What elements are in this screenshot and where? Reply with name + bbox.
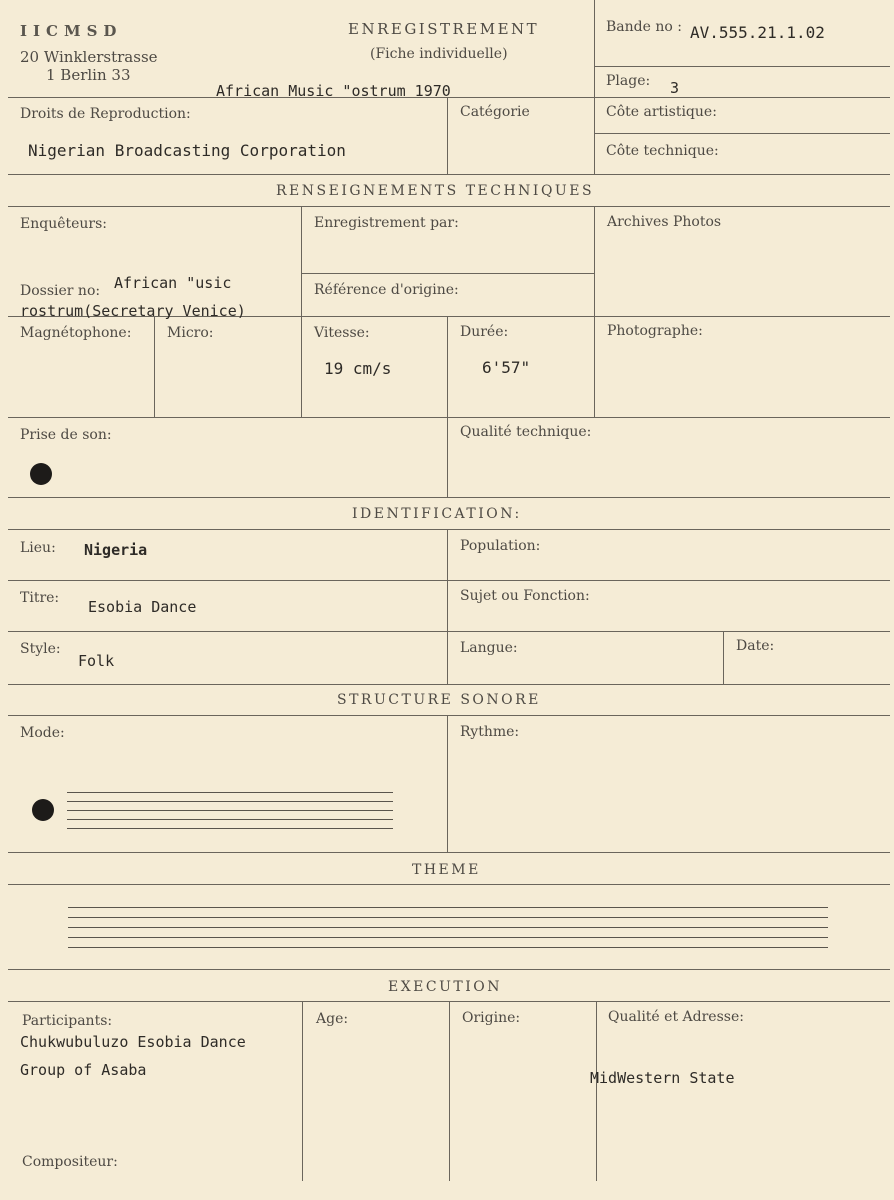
music-staff-line: [68, 947, 828, 948]
categorie-label: Catégorie: [460, 104, 530, 120]
address-line-1: 20 Winklerstrasse: [20, 48, 158, 66]
photographe-label: Photographe:: [607, 323, 703, 339]
age-label: Age:: [316, 1011, 349, 1027]
dossier-label: Dossier no:: [20, 283, 101, 299]
divider: [8, 417, 890, 418]
dossier-value-line-1: African "usic: [114, 274, 232, 292]
binder-hole-icon: [32, 799, 54, 821]
section-title-identification: IDENTIFICATION:: [352, 506, 522, 522]
vitesse-value: 19 cm/s: [324, 359, 392, 378]
titre-value: Esobia Dance: [88, 598, 197, 616]
divider: [447, 417, 448, 498]
enregistrement-par-label: Enregistrement par:: [314, 215, 459, 231]
dossier-value-line-2: rostrum(Secretary Venice): [20, 302, 246, 320]
bande-value: AV.555.21.1.02: [690, 23, 825, 42]
duree-value: 6'57": [482, 358, 531, 377]
divider: [8, 884, 890, 885]
archives-photos-label: Archives Photos: [607, 214, 722, 230]
address-line-2: 1 Berlin 33: [46, 66, 131, 84]
sujet-label: Sujet ou Fonction:: [460, 588, 590, 604]
divider: [447, 529, 448, 685]
enqueteurs-label: Enquêteurs:: [20, 216, 108, 232]
prise-de-son-label: Prise de son:: [20, 427, 112, 443]
duree-label: Durée:: [460, 324, 509, 340]
divider: [594, 133, 890, 134]
rights-label: Droits de Reproduction:: [20, 106, 191, 122]
magnetophone-label: Magnétophone:: [20, 325, 132, 341]
divider: [594, 66, 890, 67]
section-title-execution: EXECUTION: [388, 979, 503, 995]
titre-label: Titre:: [20, 590, 60, 606]
divider: [447, 715, 448, 853]
divider: [8, 174, 890, 175]
divider: [594, 206, 595, 418]
divider: [8, 631, 890, 632]
vitesse-label: Vitesse:: [314, 325, 370, 341]
music-staff-line: [68, 907, 828, 908]
music-staff-line: [68, 937, 828, 938]
binder-hole-icon: [30, 463, 52, 485]
participants-label: Participants:: [22, 1013, 113, 1029]
divider: [301, 206, 302, 418]
form-subtitle: (Fiche individuelle): [370, 46, 508, 62]
lieu-label: Lieu:: [20, 540, 56, 556]
micro-label: Micro:: [167, 325, 214, 341]
music-staff-line: [67, 792, 393, 793]
compositeur-label: Compositeur:: [22, 1154, 118, 1170]
music-staff-line: [68, 927, 828, 928]
participants-line-2: Group of Asaba: [20, 1061, 147, 1079]
bande-label: Bande no :: [606, 19, 682, 35]
divider: [8, 969, 890, 970]
divider: [301, 273, 594, 274]
divider: [447, 316, 448, 418]
lieu-value: Nigeria: [84, 541, 148, 559]
form-title: ENREGISTREMENT: [348, 20, 540, 38]
divider: [449, 1001, 450, 1181]
style-label: Style:: [20, 641, 61, 657]
music-staff-line: [67, 828, 393, 829]
music-staff-line: [67, 819, 393, 820]
section-title-technical: RENSEIGNEMENTS TECHNIQUES: [276, 183, 595, 199]
rights-value: Nigerian Broadcasting Corporation: [28, 141, 346, 160]
divider: [596, 1001, 597, 1181]
divider: [154, 316, 155, 418]
divider: [8, 529, 890, 530]
origine-label: Origine:: [462, 1010, 521, 1026]
cote-technique-label: Côte technique:: [606, 143, 719, 159]
org-logo: IICMSD: [20, 22, 123, 40]
divider: [302, 1001, 303, 1181]
music-staff-line: [68, 917, 828, 918]
langue-label: Langue:: [460, 640, 518, 656]
divider: [8, 715, 890, 716]
divider: [594, 0, 595, 175]
rythme-label: Rythme:: [460, 724, 520, 740]
qualite-adresse-value: MidWestern State: [590, 1069, 735, 1087]
divider: [723, 631, 724, 685]
participants-line-1: Chukwubuluzo Esobia Dance: [20, 1033, 246, 1051]
event-title: African Music "ostrum 1970: [216, 82, 451, 100]
mode-label: Mode:: [20, 725, 65, 741]
divider: [8, 580, 890, 581]
divider: [8, 206, 890, 207]
date-label: Date:: [736, 638, 775, 654]
divider: [8, 497, 890, 498]
style-value: Folk: [78, 652, 115, 670]
music-staff-line: [67, 801, 393, 802]
divider: [8, 684, 890, 685]
plage-value: 3: [670, 79, 680, 97]
qualite-adresse-label: Qualité et Adresse:: [608, 1009, 744, 1025]
section-title-structure: STRUCTURE SONORE: [337, 692, 541, 708]
divider: [447, 97, 448, 175]
music-staff-line: [67, 810, 393, 811]
population-label: Population:: [460, 538, 541, 554]
qualite-technique-label: Qualité technique:: [460, 424, 592, 440]
cote-artistique-label: Côte artistique:: [606, 104, 717, 120]
divider: [8, 852, 890, 853]
plage-label: Plage:: [606, 73, 651, 89]
section-title-theme: THEME: [412, 862, 481, 878]
reference-origine-label: Référence d'origine:: [314, 282, 459, 298]
